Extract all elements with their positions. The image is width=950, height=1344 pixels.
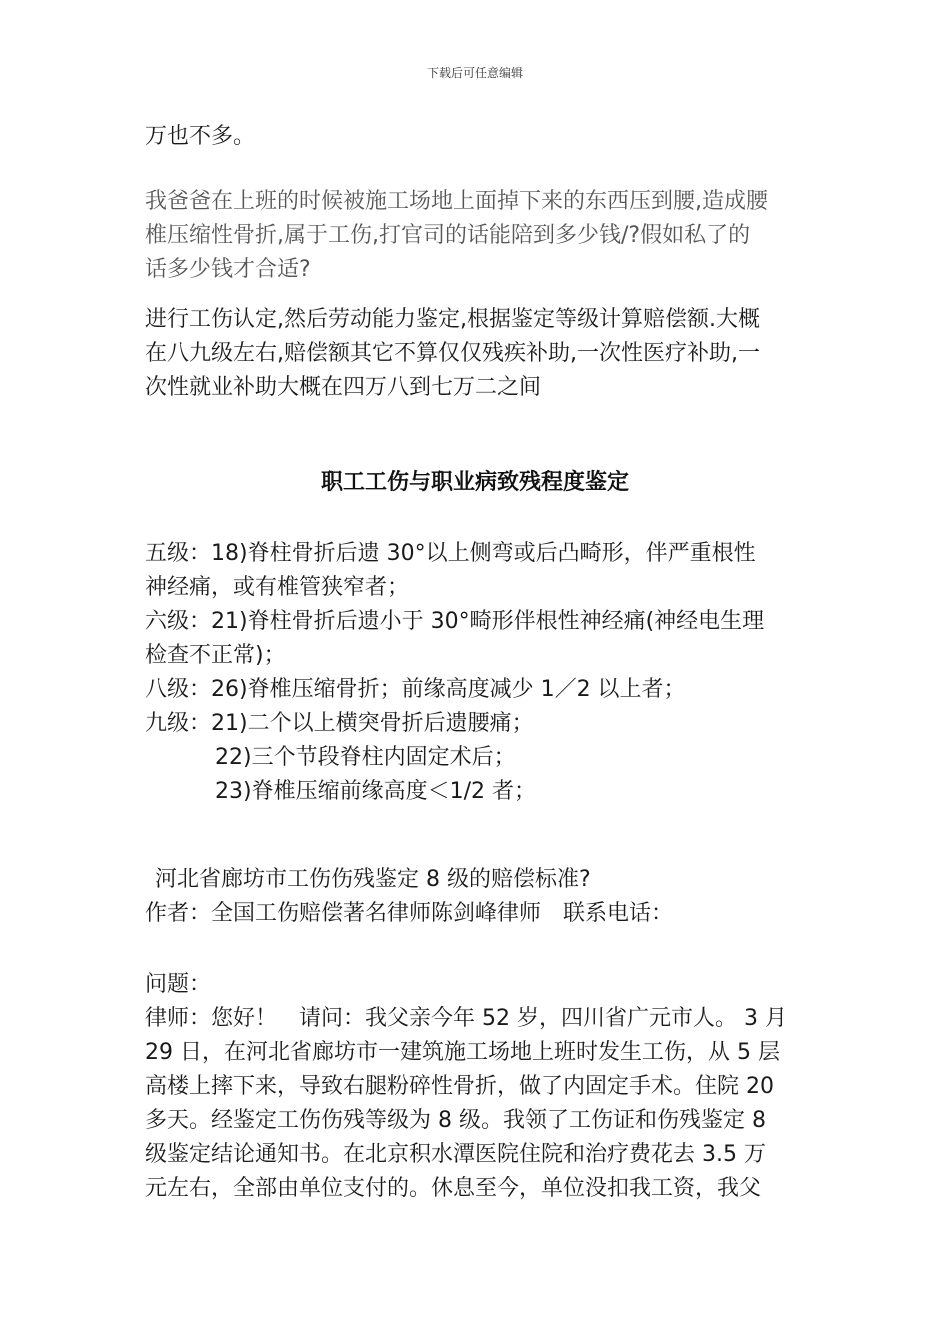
page-header: 下载后可任意编辑: [426, 66, 523, 80]
grade-line: 八级：26)脊椎压缩骨折；前缘高度减少 1／2 以上者；: [145, 677, 686, 702]
article-author: 作者：全国工伤赔偿著名律师陈剑峰律师 联系电话：: [145, 901, 674, 926]
grade-line: 神经痛，或有椎管狭窄者；: [145, 575, 410, 600]
question-line: 我爸爸在上班的时候被施工场地上面掉下来的东西压到腰,造成腰: [145, 189, 768, 214]
body-line: 多天。经鉴定工伤伤残等级为 8 级。我领了工伤证和伤残鉴定 8: [145, 1108, 766, 1133]
grade-sub-line: 23)脊椎压缩前缘高度＜1/2 者；: [215, 779, 536, 804]
body-line: 元左右，全部由单位支付的。休息至今，单位没扣我工资，我父: [145, 1176, 762, 1201]
question-label: 问题：: [145, 972, 212, 997]
grade-line: 六级：21)脊柱骨折后遗小于 30°畸形伴根性神经痛(神经电生理: [145, 609, 765, 634]
body-line: 29 日，在河北省廊坊市一建筑施工场地上班时发生工伤，从 5 层: [145, 1040, 780, 1065]
article-heading: 河北省廊坊市工伤伤残鉴定 8 级的赔偿标准?: [155, 867, 591, 892]
answer-paragraph: [145, 303, 810, 405]
question-line: 话多少钱才合适?: [145, 257, 311, 282]
question-paragraph: [145, 185, 810, 287]
intro-paragraph: [145, 120, 810, 154]
section-title: 职工工伤与职业病致残程度鉴定: [320, 470, 629, 495]
intro-line: 万也不多。: [145, 124, 256, 149]
body-line: 高楼上摔下来，导致右腿粉碎性骨折，做了内固定手术。住院 20: [145, 1074, 774, 1099]
grade-line: 九级：21)二个以上横突骨折后遗腰痛；: [145, 711, 534, 736]
body-line: 律师：您好！ 请问：我父亲今年 52 岁，四川省广元市人。 3 月: [145, 1006, 787, 1031]
body-line: 级鉴定结论通知书。在北京积水潭医院住院和治疗费花去 3.5 万: [145, 1142, 766, 1167]
answer-line: 进行工伤认定,然后劳动能力鉴定,根据鉴定等级计算赔偿额.大概: [145, 307, 760, 332]
answer-line: 次性就业补助大概在四万八到七万二之间: [145, 375, 542, 400]
grade-sub-line: 22)三个节段脊柱内固定术后；: [215, 745, 516, 770]
grade-line: 五级：18)脊柱骨折后遗 30°以上侧弯或后凸畸形，伴严重根性: [145, 541, 756, 566]
article-section: [145, 863, 810, 931]
article-body: [145, 968, 810, 1206]
question-line: 椎压缩性骨折,属于工伤,打官司的话能陪到多少钱/?假如私了的: [145, 223, 751, 248]
grade-list: [145, 537, 810, 809]
answer-line: 在八九级左右,赔偿额其它不算仅仅残疾补助,一次性医疗补助,一: [145, 341, 760, 366]
grade-line: 检查不正常)；: [145, 643, 286, 668]
